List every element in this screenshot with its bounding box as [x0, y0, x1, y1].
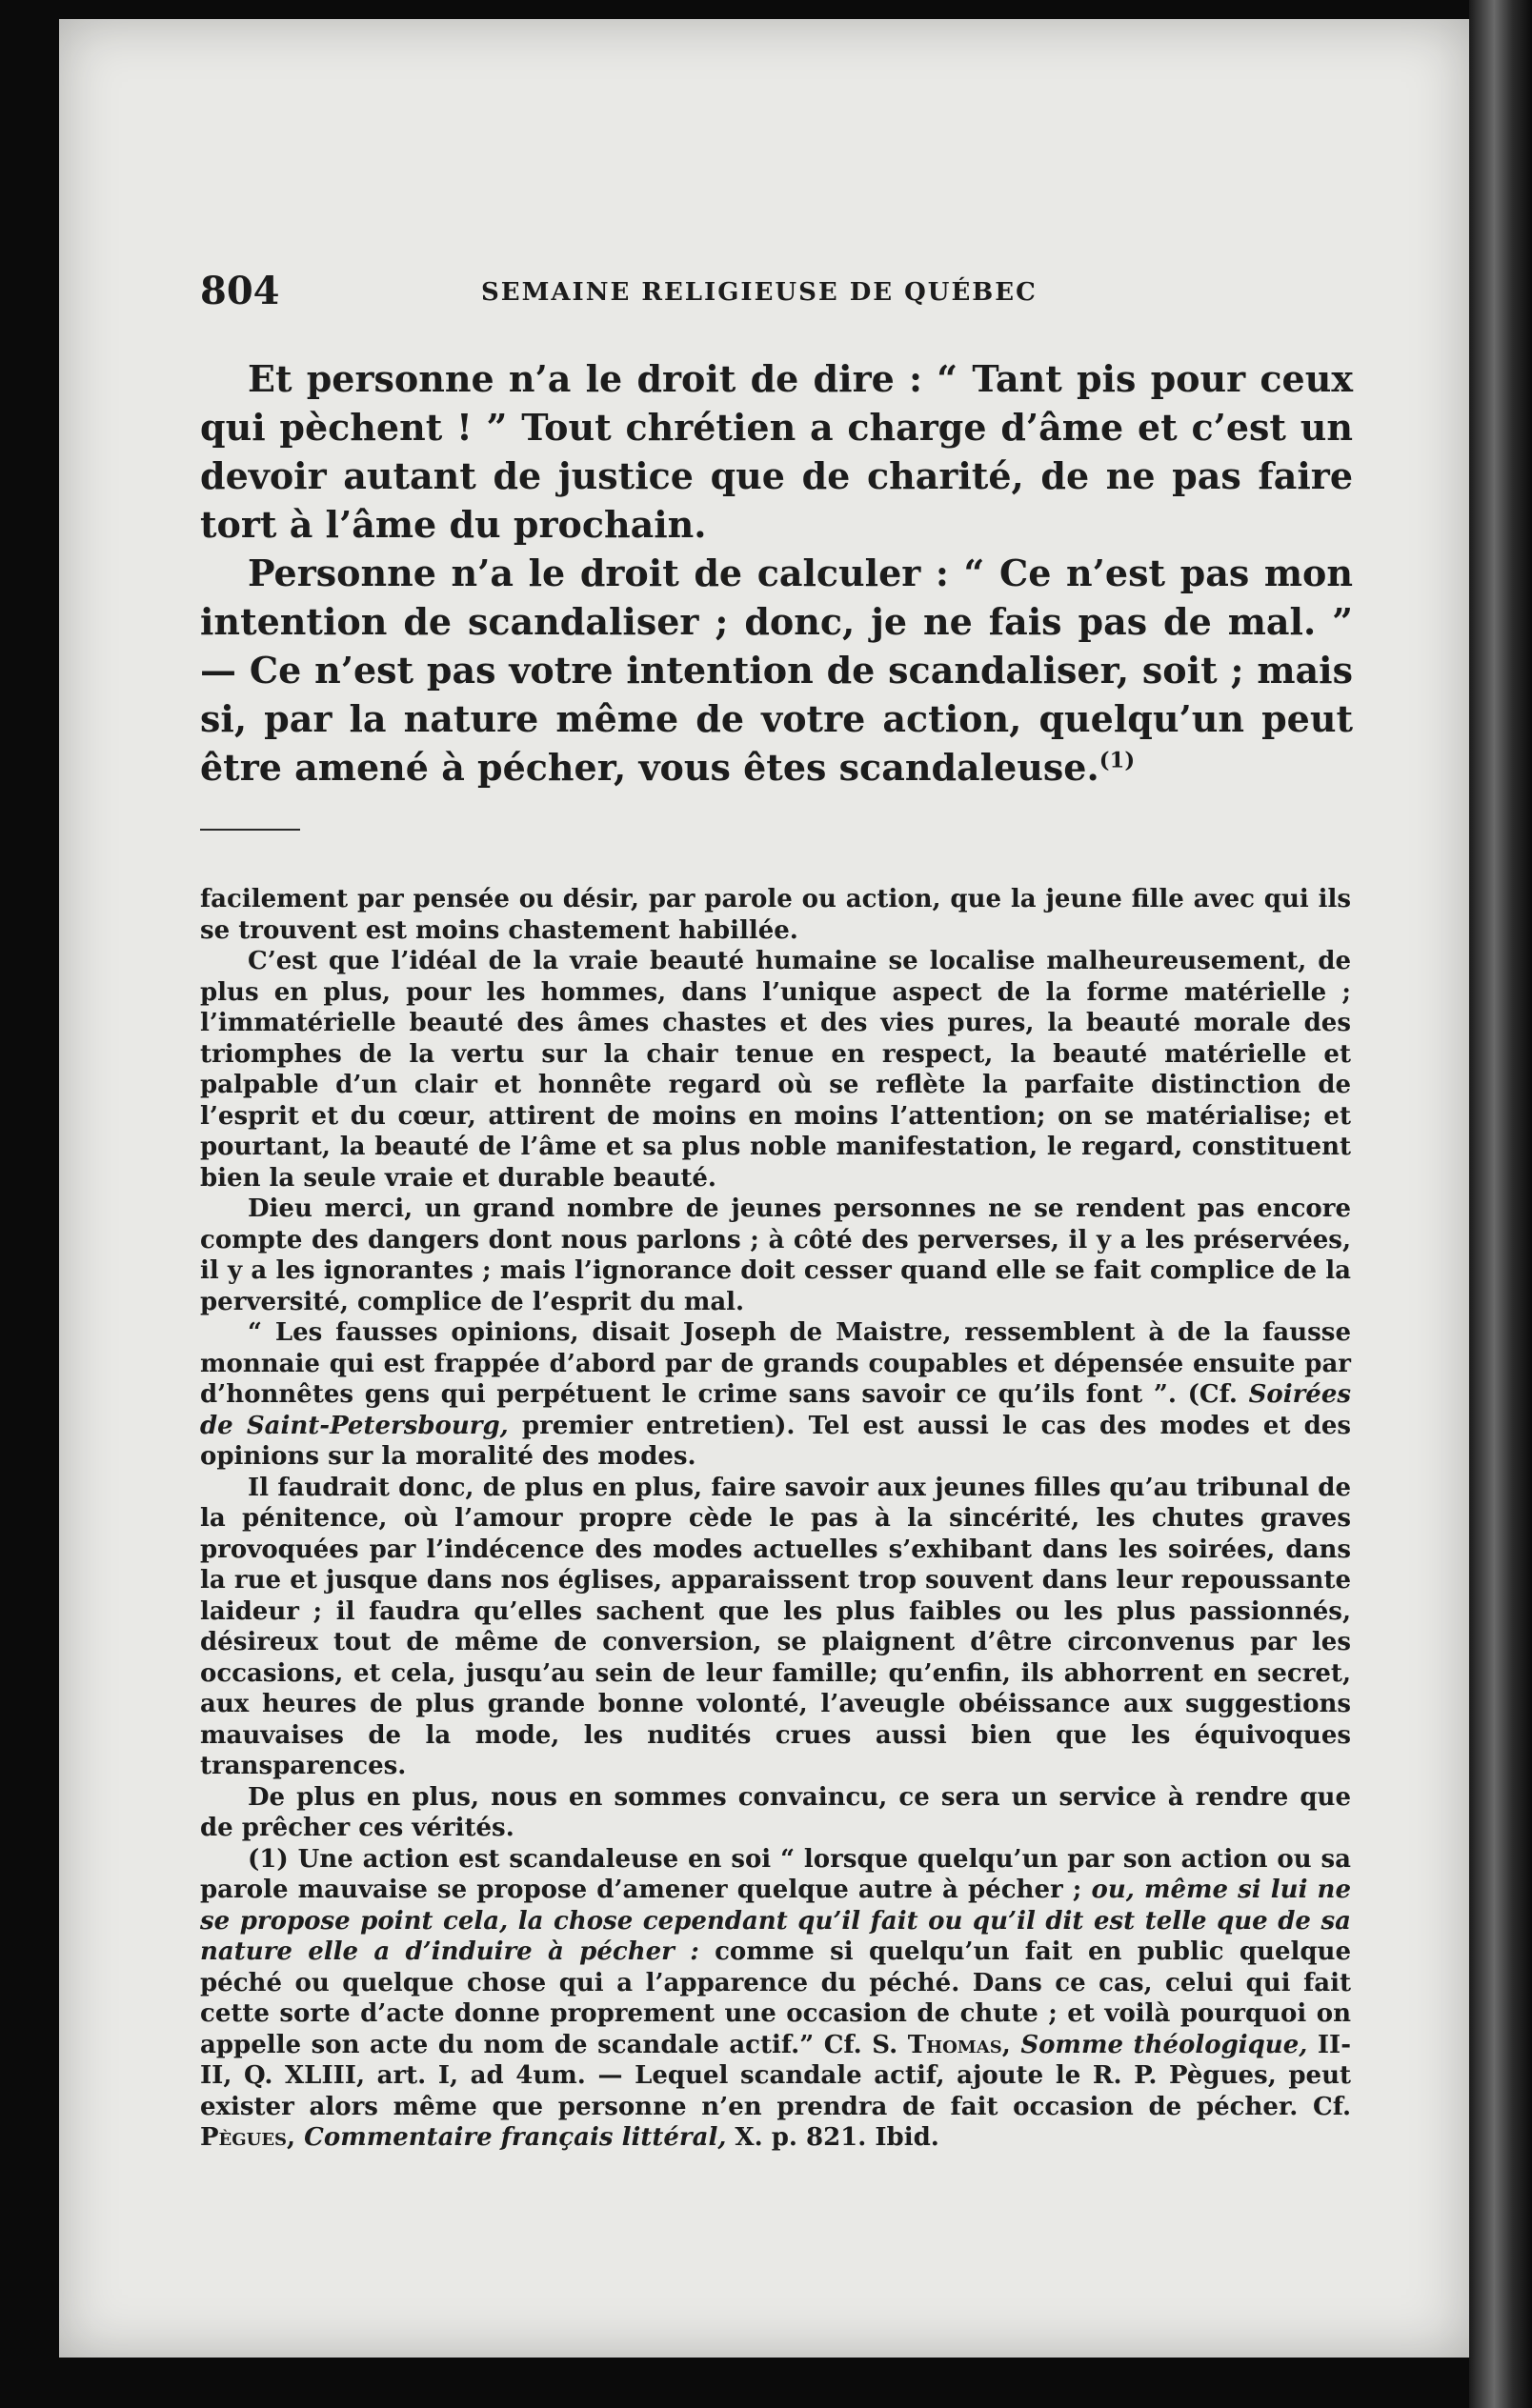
- maistre-citation-title: Soirées de Saint-Petersbourg,: [200, 1380, 1351, 1440]
- note-paragraph-beauty: C’est que l’idéal de la vraie beauté humaine se localise malheureusement, de plus en plus, pour les hommes, dans l’unique aspect de la forme matérielle ; l’immatérielle beauté des âmes chastes et des vies pures, la beauté morale des triomphes de la vertu sur la chair tenue en respect, la beauté matérielle et palpable d’un clair et honnête regard où se reflète la parfaite distinction de l’esprit et du cœur, attirent de moins en moins l’attention; on se matérialise; et pourtant, la beauté de l’âme et sa plus noble manifestation, le regard, constituent bien la seule vraie et durable beauté.: [200, 947, 1351, 1193]
- binding-gutter: [1469, 0, 1532, 2408]
- note-paragraph-conclusion: De plus en plus, nous en sommes convaincu, ce sera un service à rendre que de prêcher ces vérités.: [200, 1782, 1351, 1842]
- body-paragraph-2-text: Personne n’a le droit de calculer : “ Ce n’est pas mon intention de scandaliser ; donc, je ne fais pas de mal. ” — Ce n’est pas votre intention de scandaliser, soit ; mais si, par la nature même de votre action, quelqu’un peut être amené à pécher, vous êtes scandaleuse.: [200, 552, 1353, 789]
- footnote-reference: (1): [1099, 748, 1136, 773]
- footnote-text-b: comme si quelqu’un fait en public quelque péché ou quelque chose qui a l’apparence du péché. Dans ce cas, celui qui fait cette sorte d’acte donne proprement une occasion de chute ; et voilà pourquoi on appelle son acte du nom de scandale actif.” Cf. S.: [200, 1937, 1351, 2059]
- note-paragraph-maistre: [200, 1317, 1351, 1473]
- footnote-marker: (1): [248, 1844, 289, 1874]
- note-paragraph-ignorance: Dieu merci, un grand nombre de jeunes personnes ne se rendent pas encore compte des dangers dont nous parlons ; à côté des perverses, il y a les préservées, il y a les ignorantes ; mais l’ignorance doit cesser quand elle se fait complice de la perversité, complice de l’esprit du mal.: [200, 1194, 1351, 1316]
- author-pegues: Pègues,: [200, 2123, 296, 2152]
- footnote-italic-quote: ou, même si lui ne se propose point cela, la chose cependant qu’il fait ou qu’il dit est telle que de sa nature elle a d’induire à pécher :: [200, 1876, 1351, 1966]
- citation-commentaire: Commentaire français littéral,: [295, 2123, 727, 2152]
- footnotes: [200, 884, 1351, 2154]
- footnote-1: [200, 1844, 1351, 2154]
- footnote-text-c: II-II, Q. XLIII, art. I, ad 4um. — Lequel scandale actif, ajoute le R. P. Pègues, peut exister alors même que personne n’en prendra de fait occasion de pécher. Cf.: [200, 2030, 1351, 2121]
- body-paragraph-2: [200, 549, 1353, 792]
- maistre-text-b: premier entretien). Tel est aussi le cas des modes et des opinions sur la moralité des modes.: [200, 1411, 1351, 1471]
- page-number: 804: [200, 269, 280, 313]
- footnote-text-a: Une action est scandaleuse en soi “ lorsque quelqu’un par son action ou sa parole mauvaise se propose d’amener quelque autre à pécher ;: [200, 1844, 1351, 1904]
- page-header: [200, 269, 1362, 316]
- maistre-text-a: “ Les fausses opinions, disait Joseph de Maistre, ressemblent à de la fausse monnaie qui est frappée d’abord par de grands coupables et dépensée ensuite par d’honnêtes gens qui perpétuent le crime sans savoir ce qu’ils font ”. (Cf.: [200, 1318, 1351, 1409]
- note-paragraph-penitence: Il faudrait donc, de plus en plus, faire savoir aux jeunes filles qu’au tribunal de la pénitence, où l’amour propre cède le pas à la sincérité, les chutes graves provoquées par l’indécence des modes actuelles s’exhibant dans les soirées, dans la rue et jusque dans nos églises, apparaissent trop souvent dans leur repoussante laideur ; il faudra qu’elles sachent que les plus faibles ou les plus passionnés, désireux tout de même de conversion, se plaignent d’être circonvenus par les occasions, et cela, jusqu’au sein de leur famille; qu’enfin, ils abhorrent en secret, aux heures de plus grande bonne volonté, l’aveugle obéissance aux suggestions mauvaises de la mode, les nudités crues aussi bien que les équivoques transparences.: [200, 1473, 1351, 1780]
- note-continuation: facilement par pensée ou désir, par parole ou action, que la jeune fille avec qui ils se trouvent est moins chastement habillée.: [200, 885, 1351, 945]
- citation-somme: Somme théologique,: [1010, 2030, 1308, 2059]
- running-title: SEMAINE RELIGIEUSE DE QUÉBEC: [481, 278, 1038, 307]
- author-thomas: Thomas,: [907, 2030, 1011, 2059]
- main-text: [200, 354, 1353, 792]
- footnote-divider: [200, 829, 300, 831]
- footnote-text-d: X. p. 821. Ibid.: [726, 2123, 939, 2152]
- body-paragraph-1: Et personne n’a le droit de dire : “ Tant pis pour ceux qui pèchent ! ” Tout chrétien a charge d’âme et c’est un devoir autant de justice que de charité, de ne pas faire tort à l’âme du prochain.: [200, 357, 1353, 546]
